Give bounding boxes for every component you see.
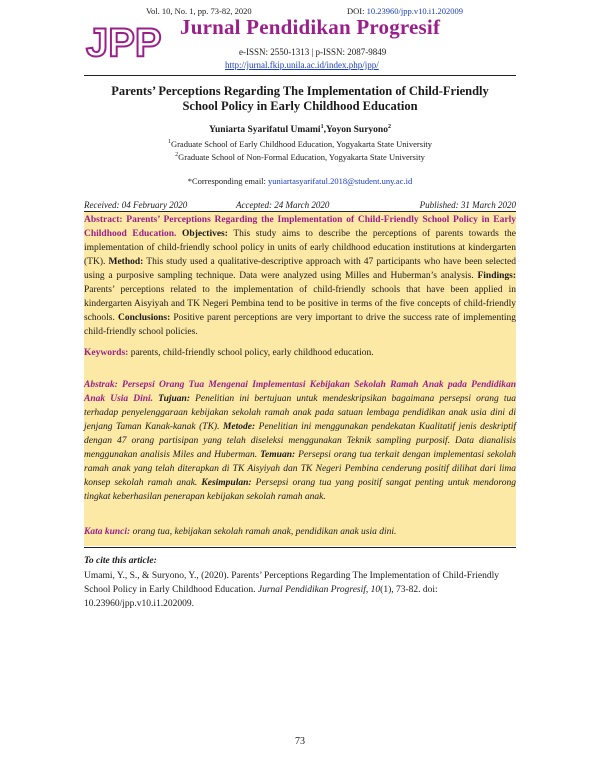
citation-part-3: (1), 73-82. doi: 10.23960/jpp.v10.i1.202009. — [84, 585, 438, 609]
citation-text — [84, 569, 516, 611]
findings-text: Parents’ perceptions related to the implementation of child-friendly schools that have been applied in kindergarten Aisyiyah and TK Negeri Pembina tend to be positive in terms of the five concepts of child-friendly schools. — [84, 285, 516, 323]
logo-text: JPP — [86, 21, 162, 65]
citation-volume: 10 — [370, 585, 381, 595]
author-separator: , — [323, 125, 326, 136]
journal-title: Jurnal Pendidikan Progresif — [180, 15, 441, 39]
aff-2-text: Graduate School of Non-Formal Education, Yogyakarta State University — [178, 152, 425, 162]
author-2: Yoyon Suryono — [325, 125, 388, 136]
aff-1-text: Graduate School of Early Childhood Education, Yogyakarta State University — [170, 139, 433, 149]
method-text: This study used a qualitative-descriptive approach with 47 participants who have been selected using a purposive sampling technique. Data were analyzed using Milles and Huberman’s analysis. — [84, 257, 517, 281]
affiliation-2 — [84, 152, 516, 162]
citation-journal: Jurnal Pendidikan Progresif — [257, 585, 366, 595]
keywords-english — [84, 348, 516, 358]
conclusions-text: Positive parent perceptions are very important to drive the success rate of implementing child-friendly school policies. — [84, 313, 517, 337]
kata-kunci-label: Kata kunci: — [84, 527, 131, 537]
abstract-heading: Abstract: Parents’ Perceptions Regarding the Implementation of Child-Friendly School Policy in Early Childhood Education. — [84, 215, 516, 239]
corresponding-email — [84, 176, 516, 186]
doi-link[interactable]: 10.23960/jpp.v10.i1.202009 — [366, 6, 463, 16]
header-divider — [84, 75, 516, 76]
temuan-text: Persepsi orang tua terkait dengan implementasi sekolah ramah anak yang telah diterapkan di TK Aisyiyah dan TK Negeri Pembina cenderung positif dilihat dari lima konsep sekolah ramah anak. — [84, 450, 516, 488]
journal-logo — [84, 16, 162, 65]
title-line-1: Parents’ Perceptions Regarding The Implementation of Child-Friendly — [111, 84, 489, 98]
abstract-divider — [84, 547, 516, 548]
metode-text: Penelitian ini menggunakan pendekatan Kualitatif jenis deskriptif dengan 47 orang partisipan yang telah diseleksi menggunakan Teknik sampling purposif. Data dianalisis menggunakan analisis Miles and Huberman. — [84, 422, 517, 460]
affiliation-1 — [84, 139, 516, 149]
corr-email-link[interactable]: yuniartasyarifatul.2018@student.uny.ac.id — [268, 176, 413, 186]
aff-2-sup: 2 — [175, 152, 179, 159]
objectives-label: Objectives: — [182, 229, 228, 239]
abstrak-heading: Abstrak: Persepsi Orang Tua Mengenai Implementasi Kebijakan Sekolah Ramah Anak pada Pendidikan Anak Usia Dini. — [84, 380, 516, 404]
kata-kunci-text: orang tua, kebijakan sekolah ramah anak, pendidikan anak usia dini. — [130, 527, 397, 537]
objectives-text: This study aims to describe the perceptions of parents towards the implementation of child-friendly school policy in units of early childhood education institutions at kindergarten (TK). — [84, 229, 516, 267]
keywords-text: parents, child-friendly school policy, early childhood education. — [128, 348, 374, 358]
authors — [84, 124, 516, 135]
metode-label: Metode: — [222, 422, 256, 432]
header-volume: Vol. 10, No. 1, pp. 73-82, 2020 — [146, 6, 252, 16]
citation-part-2: , — [365, 585, 371, 595]
title-line-2: School Policy in Early Childhood Education — [182, 99, 418, 113]
citation-part-1: Umami, Y., S., & Suryono, Y., (2020). Parents’ Perceptions Regarding The Implementation of Child-Friendly School Policy in Early Childhood Education. — [84, 571, 499, 595]
tujuan-label: Tujuan: — [158, 394, 190, 404]
findings-label: Findings: — [477, 271, 517, 281]
journal-url-link[interactable]: http://jurnal.fkip.unila.ac.id/index.php/jpp/ — [225, 60, 379, 70]
corr-label: *Corresponding email: — [187, 176, 269, 186]
method-label: Method: — [108, 257, 144, 267]
kesimpulan-label: Kesimpulan: — [201, 478, 252, 488]
author-1: Yuniarta Syarifatul Umami — [209, 125, 321, 136]
aff-1-sup: 1 — [167, 139, 171, 146]
abstract-english — [84, 213, 516, 339]
tujuan-text: Penelitian ini bertujuan untuk mendeskripsikan bagaimana persepsi orang tua terhadap penyelenggaraan kebijakan sekolah ramah anak pada satuan lembaga pendidikan anak usia dini di jenjang Taman Kanak-kanak (TK). — [84, 394, 517, 432]
issn: e-ISSN: 2550-1313 | p-ISSN: 2087-9849 — [239, 47, 387, 57]
author-1-sup: 1 — [320, 124, 324, 130]
date-published: Published: 31 March 2020 — [419, 200, 516, 210]
citation-heading: To cite this article: — [84, 556, 157, 566]
keywords-label: Keywords: — [84, 348, 129, 358]
kesimpulan-text: Persepsi orang tua yang positif sangat penting untuk mendorong tingkat keberhasilan penerapan kebijakan sekolah ramah anak. — [84, 478, 516, 502]
abstract-indonesian — [84, 378, 516, 504]
date-received: Received: 04 February 2020 — [84, 200, 188, 210]
conclusions-label: Conclusions: — [117, 313, 171, 323]
page-number: 73 — [295, 736, 305, 747]
date-accepted: Accepted: 24 March 2020 — [236, 200, 330, 210]
article-title — [84, 84, 516, 114]
temuan-label: Temuan: — [260, 450, 296, 460]
doi-label: DOI: — [347, 6, 367, 16]
author-2-sup: 2 — [387, 124, 391, 130]
keywords-indonesian — [84, 527, 516, 537]
